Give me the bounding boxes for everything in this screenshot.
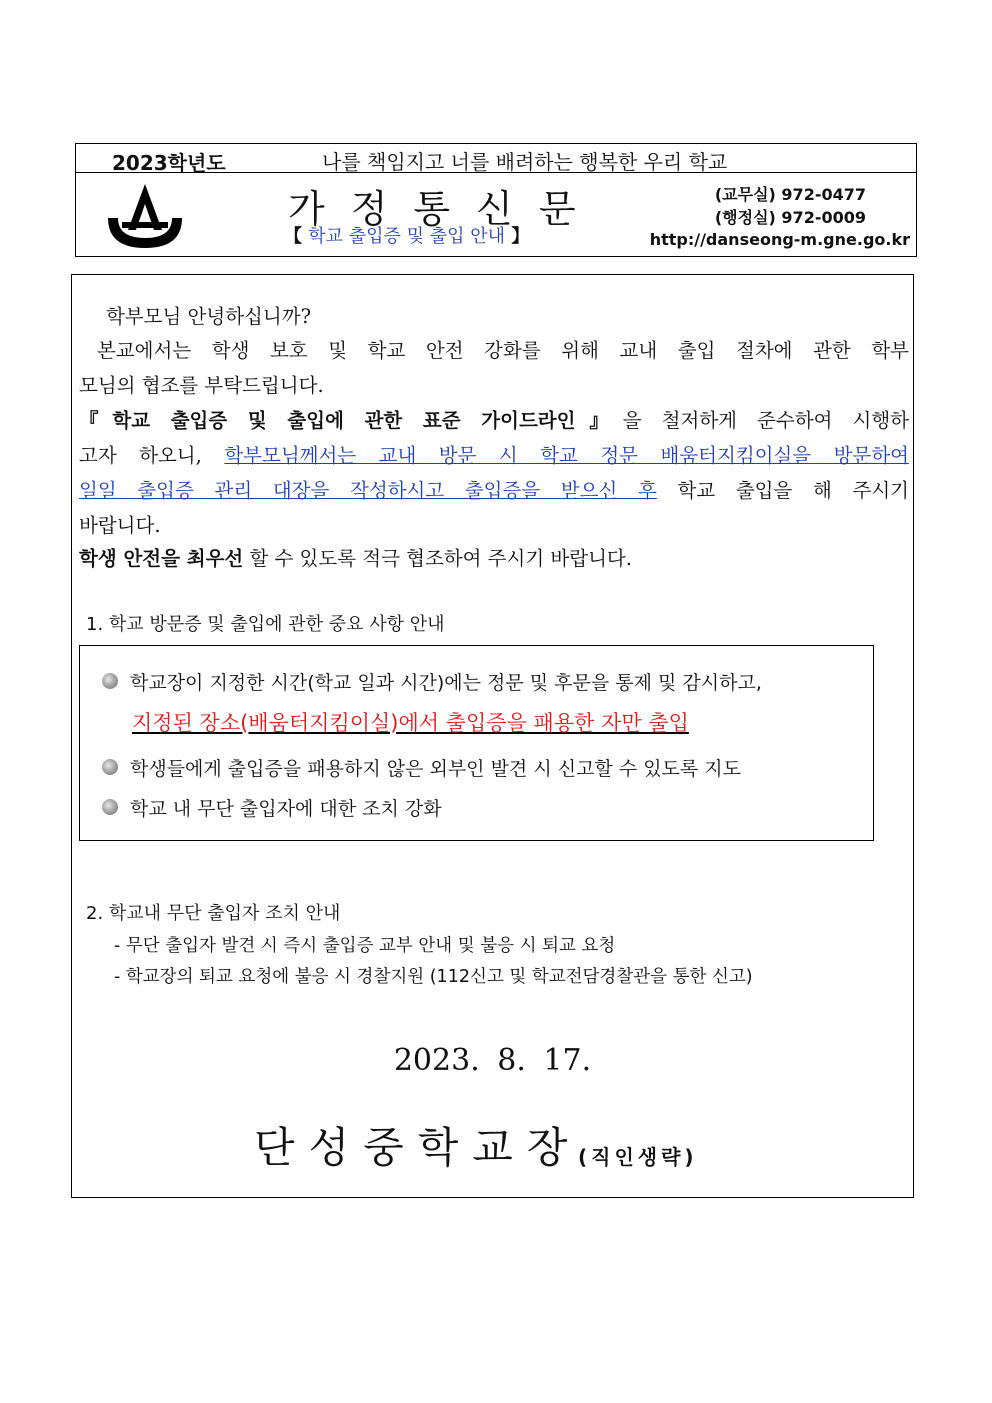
principal-signature: 단성중학교장	[254, 1123, 582, 1172]
subtitle-text: 학교 출입증 및 출입 안내	[308, 226, 506, 247]
visit-instruction-1: 학부모님께서는 교내 방문 시 학교 정문 배움터지킴이실을 방문하여	[224, 444, 909, 467]
school-website: http://danseong-m.gne.go.kr	[649, 230, 910, 249]
body-line-5	[79, 475, 909, 503]
intro-line-1-text: 본교에서는 학생 보호 및 학교 안전 강화를 위해 교내 출입 절차에 관한 학부	[97, 339, 909, 362]
section-2-title: 2. 학교내 무단 출입자 조치 안내	[86, 903, 341, 924]
safety-rest: 할 수 있도록 적극 협조하여 주시기 바랍니다.	[243, 547, 632, 570]
rule-item-2: 학생들에게 출입증을 패용하지 않은 외부인 발견 시 신고할 수 있도록 지도	[130, 758, 742, 780]
line4-plain: 고자 하오니,	[79, 444, 225, 467]
newsletter-header	[75, 143, 917, 257]
visit-instruction-2: 일일 출입증 관리 대장을 작성하시고 출입증을 받으신 후	[79, 479, 657, 502]
school-year: 2023학년도	[112, 151, 226, 175]
action-item-1: - 무단 출입자 발견 시 즉시 출입증 교부 안내 및 불응 시 퇴교 요청	[114, 936, 616, 956]
greeting: 학부모님 안녕하십니까?	[106, 305, 312, 328]
subtitle-bracket-close: 】	[505, 226, 530, 247]
bullet-icon	[102, 799, 118, 815]
rule-item-3: 학교 내 무단 출입자에 대한 조치 강화	[130, 798, 442, 820]
guide-rest: 을 철저하게 준수하여 시행하	[622, 409, 909, 432]
school-logo-icon	[102, 180, 188, 252]
action-item-2: - 학교장의 퇴교 요청에 불응 시 경찰지원 (112신고 및 학교전담경찰관을 통한 신고)	[114, 967, 753, 987]
school-motto: 나를 책임지고 너를 배려하는 행복한 우리 학교	[322, 150, 728, 174]
newsletter-body	[71, 274, 914, 1198]
guideline-title: 『학교 출입증 및 출입에 관한 표준 가이드라인』	[79, 409, 623, 432]
rule-item-1: 학교장이 지정한 시간(학교 일과 시간)에는 정문 및 후문을 통제 및 감시하고,	[130, 672, 762, 694]
newsletter-title: 가정통신문	[288, 187, 602, 231]
intro-line-2: 모님의 협조를 부탁드립니다.	[79, 374, 324, 397]
section-1-title: 1. 학교 방문증 및 출입에 관한 중요 사항 안내	[86, 614, 445, 635]
seal-omitted-note: (직인생략)	[578, 1145, 698, 1169]
body-line-6: 바랍니다.	[79, 514, 161, 537]
bullet-icon	[102, 759, 118, 775]
guide-line	[79, 405, 909, 433]
contact-office: (교무실) 972-0477	[714, 185, 866, 204]
contact-admin: (행정실) 972-0009	[714, 208, 866, 227]
body-line-4	[79, 440, 909, 468]
newsletter-subtitle	[284, 222, 529, 248]
rule-item-1-highlight: 지정된 장소(배움터지킴이실)에서 출입증을 패용한 자만 출입	[132, 711, 689, 735]
bullet-icon	[102, 673, 118, 689]
issue-date: 2023. 8. 17.	[393, 1043, 592, 1078]
subtitle-bracket-open: 【	[284, 226, 309, 247]
intro-line-1	[79, 335, 909, 363]
line5-rest: 학교 출입을 해 주시기	[656, 479, 909, 502]
safety-line	[79, 543, 909, 571]
safety-bold: 학생 안전을 최우선	[79, 547, 244, 570]
section-1-box	[79, 645, 874, 841]
header-top-row	[76, 144, 916, 173]
